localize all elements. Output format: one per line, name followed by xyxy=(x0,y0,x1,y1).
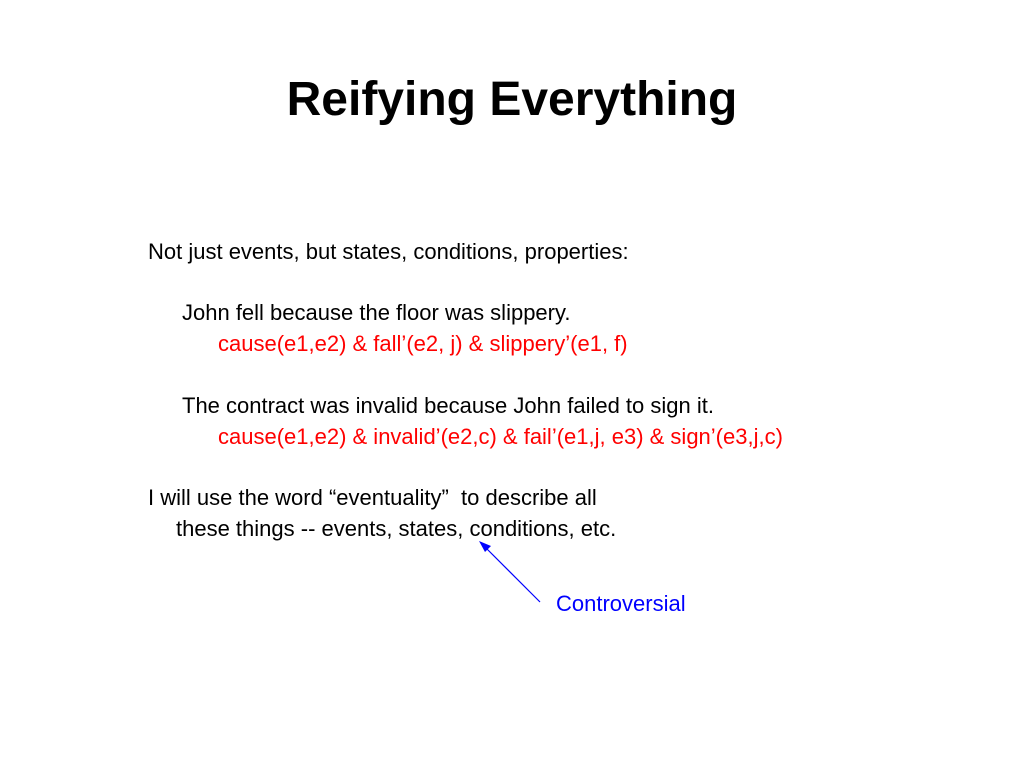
conclusion-line-1: I will use the word “eventuality” to describe all xyxy=(148,485,597,510)
annotation-label: Controversial xyxy=(556,591,686,616)
conclusion-line-2: these things -- events, states, conditions, etc. xyxy=(176,516,617,541)
intro-text: Not just events, but states, conditions, properties: xyxy=(148,239,629,264)
example-2-sentence: The contract was invalid because John failed to sign it. xyxy=(182,393,714,418)
slide-title: Reifying Everything xyxy=(286,73,738,126)
example-1-sentence: John fell because the floor was slippery. xyxy=(182,300,571,325)
example-2-logic: cause(e1,e2) & invalid’(e2,c) & fail’(e1,j, e3) & sign’(e3,j,c) xyxy=(218,424,783,449)
example-1-logic: cause(e1,e2) & fall’(e2, j) & slippery’(e1, f) xyxy=(218,331,628,356)
arrow-shaft xyxy=(481,543,540,602)
